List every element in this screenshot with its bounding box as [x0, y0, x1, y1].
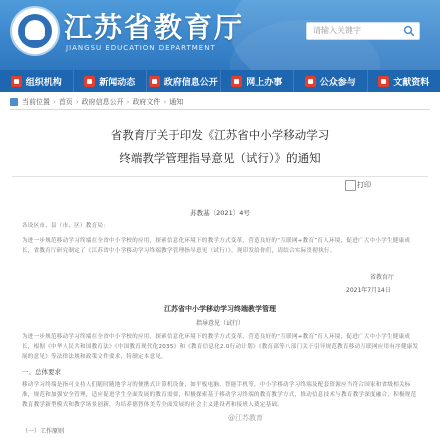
nav-item-label: 新闻动态 — [99, 77, 136, 88]
breadcrumb: 当前位置 › 首页 › 政府信息公开 › 政府文件 › 通知 — [10, 95, 430, 109]
title-divider — [12, 176, 428, 177]
nav-item-label: 公众参与 — [319, 77, 356, 88]
breadcrumb-divider — [10, 109, 430, 110]
nav-item-label: 组织机构 — [25, 77, 62, 88]
watermark: @江苏教育 — [228, 414, 263, 422]
nav-item-participation[interactable] — [294, 70, 368, 92]
breadcrumb-item: 当前位置 — [22, 98, 50, 106]
service-icon — [231, 76, 242, 87]
nav-item-organization[interactable] — [0, 70, 74, 92]
document-number: 苏教基〔2021〕4号 — [190, 209, 250, 217]
nav-item-documents[interactable] — [368, 70, 440, 92]
emblem-logo[interactable] — [12, 8, 58, 54]
body-paragraph: 为进一步规范移动学习终端在全省中小学校的应用，探索信息化环境下的教学方式变革，营造良好的“互联网+教育”育人环境，促进广大中小学生健康成长，根据《中华人民共和国教育法》《中国教育现代化2035》和《教育信息化2.0行动计划》《教育部等八部门关于引导规范教育移动互联网应用有序健康发展的意见》等法律法规和政策文件要求，特制定本意见。 — [22, 334, 419, 360]
site-title[interactable]: 江苏省教育厅 — [64, 11, 245, 44]
info-icon — [149, 76, 160, 87]
signature-date: 2021年7月14日 — [346, 287, 391, 294]
home-icon — [10, 98, 18, 106]
breadcrumb-link[interactable]: 政府信息公开 — [81, 98, 124, 106]
attachment-subtitle: 指导意见（试行） — [195, 320, 244, 327]
nav-item-info-disclosure[interactable] — [147, 70, 221, 92]
print-button[interactable]: 打印 — [357, 181, 371, 189]
recipients: 各设区市、县（市、区）教育局： — [22, 223, 110, 229]
search-placeholder: 请输入关键字 — [313, 26, 361, 35]
site-subtitle: JIANGSU EDUCATION DEPARTMENT — [66, 44, 216, 52]
nav-item-label: 网上办事 — [246, 77, 283, 88]
print-icon[interactable] — [345, 180, 356, 191]
body-paragraph: 移动学习终端是指可支持人们随时随地学习的便携式计算机设备，如平板电脑、智能手机等。中小学移动学习终端及配套资源应当符合国家和省级相关标准，规范和加强安全管理，适应促进学生全面发展的教育需要，积极探索基于移动学习终端的教育教学方式，推动信息技术与教育教学深度融合，积极规范教育教学新型模式和教学场景创新，为培养德智体美劳全面发展的社会主义建设者和接班人奠定基础。 — [22, 382, 417, 408]
news-icon — [84, 76, 95, 87]
nav-item-label: 政府信息公开 — [163, 77, 218, 88]
search-icon[interactable] — [403, 25, 415, 37]
subsection-heading: （一）工作原则 — [22, 428, 65, 435]
nav-item-label: 文献资料 — [393, 77, 430, 88]
section-heading: 一、总体要求 — [22, 368, 61, 376]
nav-item-news[interactable] — [74, 70, 148, 92]
docs-icon — [378, 76, 389, 87]
emblem-mark — [25, 20, 45, 40]
site-header — [0, 0, 440, 70]
body-paragraph: 为进一步规范移动学习终端在全省中小学校的应用，探索信息化环境下的教学方式变革，营造良好的“互联网+教育”育人环境，促进广大中小学生健康成长，省教育厅研究制定了《江苏省中小学移动学习终端教学管理指导意见（试行）》，现印发给你们，请结合实际贯彻执行。 — [22, 238, 411, 254]
signature-org: 省教育厅 — [370, 274, 395, 281]
attachment-title: 江苏省中小学移动学习终端教学管理 — [164, 305, 276, 313]
breadcrumb-link[interactable]: 政府文件 — [132, 98, 161, 106]
participation-icon — [305, 76, 316, 87]
main-nav — [0, 70, 440, 92]
article-title-line1: 省教育厅关于印发《江苏省中小学移动学习 — [110, 128, 330, 142]
article-title-line2: 终端教学管理指导意见（试行）》的通知 — [119, 151, 321, 165]
search-input[interactable] — [306, 22, 420, 40]
org-icon — [11, 76, 22, 87]
breadcrumb-link[interactable]: 首页 — [58, 98, 73, 106]
breadcrumb-link[interactable]: 通知 — [169, 98, 184, 106]
nav-item-online-service[interactable] — [221, 70, 295, 92]
